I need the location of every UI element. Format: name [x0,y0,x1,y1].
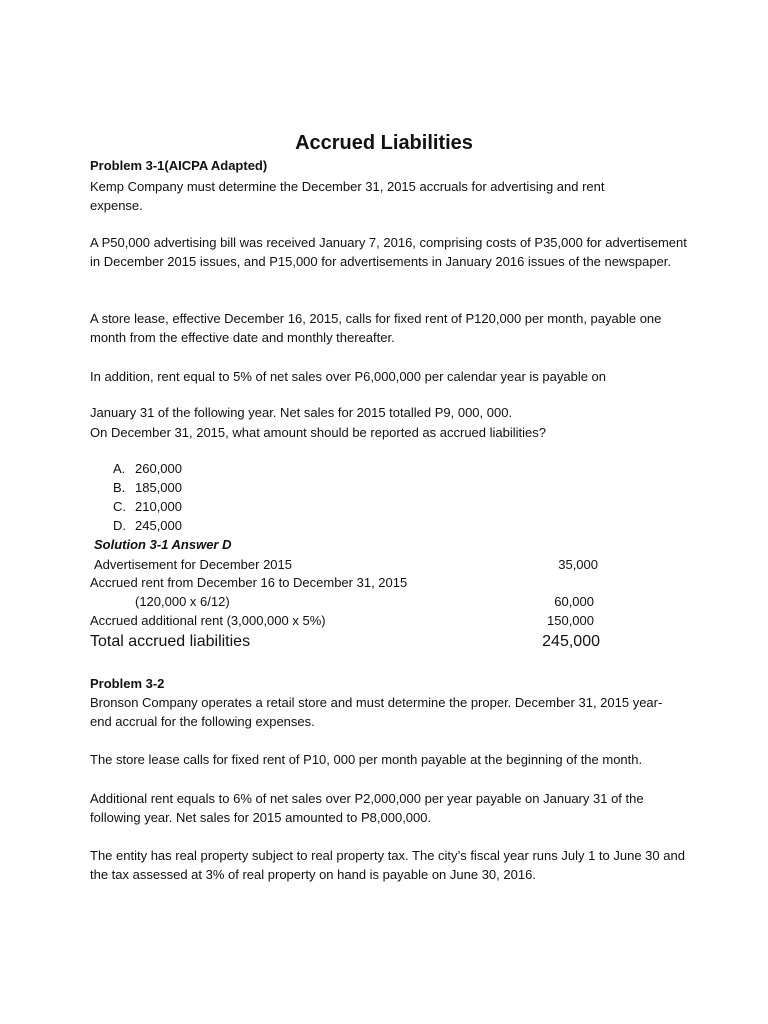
advertising-bill-paragraph: A P50,000 advertising bill was received January 7, 2016, comprising costs of P35,000 for advertisement in December 2015 issues, and P15,000 for advertisements in January 2016 issues of the newspaper. [90,235,687,269]
problem-3-2-intro: Bronson Company operates a retail store and must determine the proper. December 31, 2015 year-end accrual for the following expenses. [90,695,663,729]
row-amount: 35,000 [558,557,598,572]
store-lease-paragraph: A store lease, effective December 16, 2015, calls for fixed rent of P120,000 per month, payable one month from the effective date and monthly thereafter. [90,311,662,345]
choice-value: 185,000 [135,480,182,495]
solution-row-additional-rent [90,611,610,630]
choice-letter: D. [113,518,126,533]
choice-letter: B. [113,480,126,495]
page-title: Accrued Liabilities [295,132,473,154]
problem-3-1-intro: Kemp Company must determine the December 31, 2015 accruals for advertising and rent expense. [90,179,605,213]
choice-c [113,497,313,516]
row-label: (120,000 x 6/12) [135,594,230,609]
solution-3-1-title: Solution 3-1 Answer D [94,537,232,552]
choice-a [113,459,313,478]
choice-value: 245,000 [135,518,182,533]
choice-letter: A. [113,461,126,476]
row-label: Total accrued liabilities [90,633,251,650]
solution-row-advertisement [94,555,610,574]
problem-3-1-heading: Problem 3-1(AICPA Adapted) [90,158,268,173]
additional-rent-6-percent-paragraph: Additional rent equals to 6% of net sales over P2,000,000 per year payable on January 31 of the following year. Net sales for 2015 amounted to P8,000,000. [90,791,644,825]
answer-choices [113,459,313,535]
real-property-tax-paragraph: The entity has real property subject to real property tax. The city’s fiscal year runs July 1 to June 30 and the tax assessed at 3% of real property on hand is payable on June 30, 2016. [90,848,685,882]
choice-value: 210,000 [135,499,182,514]
choice-d [113,516,313,535]
row-amount: 245,000 [542,633,600,650]
choice-letter: C. [113,499,126,514]
solution-row-rent-computation [90,592,610,611]
solution-row-accrued-rent [90,573,610,592]
choice-value: 260,000 [135,461,182,476]
net-sales-paragraph: January 31 of the following year. Net sales for 2015 totalled P9, 000, 000. [90,405,513,420]
additional-rent-paragraph: In addition, rent equal to 5% of net sales over P6,000,000 per calendar year is payable on [90,369,607,384]
row-amount: 60,000 [554,594,594,609]
problem-3-2-heading: Problem 3-2 [90,676,165,691]
row-amount: 150,000 [547,613,594,628]
question-text: On December 31, 2015, what amount should be reported as accrued liabilities? [90,425,546,440]
row-label: Advertisement for December 2015 [94,557,292,572]
store-lease-fixed-rent-paragraph: The store lease calls for fixed rent of P10, 000 per month payable at the beginning of the month. [90,752,643,767]
row-label: Accrued rent from December 16 to December 31, 2015 [90,575,408,590]
solution-row-total [90,631,610,653]
row-label: Accrued additional rent (3,000,000 x 5%) [90,613,326,628]
choice-b [113,478,313,497]
